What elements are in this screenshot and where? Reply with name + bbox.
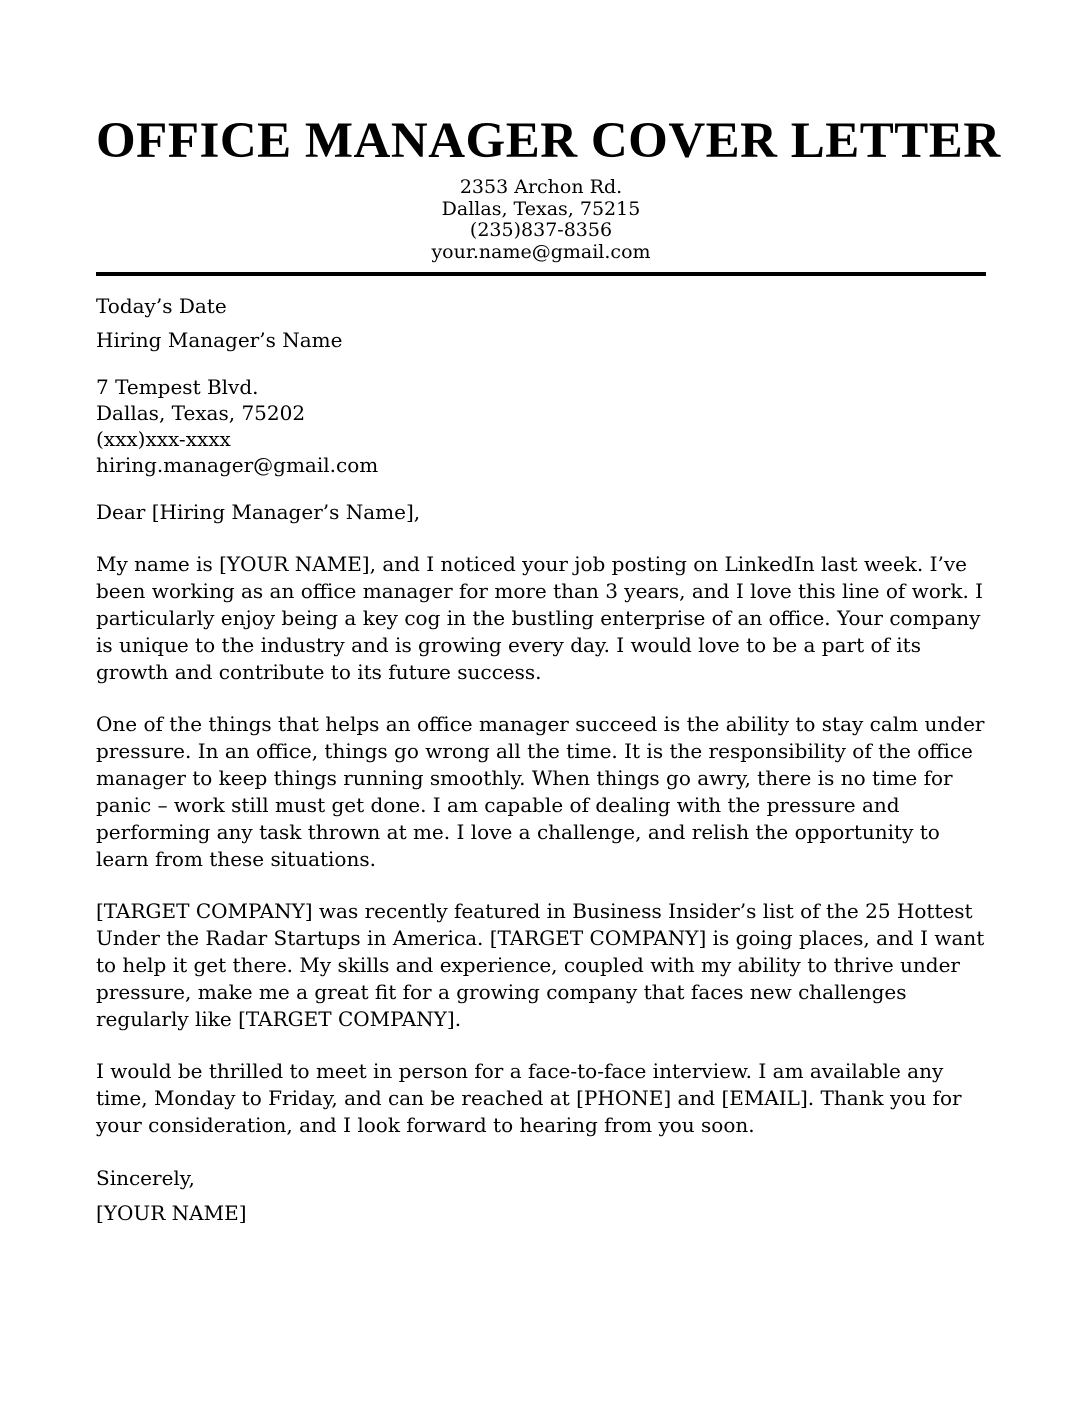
sender-city-state-zip: Dallas, Texas, 75215 [441,197,641,220]
recipient-address-block [96,374,986,478]
body-paragraph-1: My name is [YOUR NAME], and I noticed your job posting on LinkedIn last week. I’ve been working as an office manager for more than 3 years, and I love this line of work. I particularly enjoy being a key cog in the bustling enterprise of an office. Your company is unique to the industry and is growing every day. I would love to be a part of its growth and contribute to its future success. [96,552,984,684]
header-divider [96,272,986,276]
sender-email: your.name@gmail.com [431,240,651,263]
closing: Sincerely, [96,1166,195,1190]
recipient-email: hiring.manager@gmail.com [96,453,379,477]
body-paragraph-4: I would be thrilled to meet in person for a face-to-face interview. I am available any time, Monday to Friday, and can be reached at [PHONE] and [EMAIL]. Thank you for your consideration, and I look forward to hearing from you soon. [96,1059,962,1137]
page-title: OFFICE MANAGER COVER LETTER [96,113,1001,169]
recipient-header [96,293,986,354]
body-paragraph-3: [TARGET COMPANY] was recently featured in Business Insider’s list of the 25 Hottest Under the Radar Startups in America. [TARGET COMPANY] is going places, and I want to help it get there. My skills and experience, coupled with my ability to thrive under pressure, make me a great fit for a growing company that faces new challenges regularly like [TARGET COMPANY]. [96,899,985,1031]
recipient-phone: (xxx)xxx-xxxx [96,427,231,451]
sender-street-address: 2353 Archon Rd. [459,176,623,198]
sender-phone: (235)837-8356 [469,219,613,241]
recipient-name: Hiring Manager’s Name [96,328,343,352]
body-paragraph-2: One of the things that helps an office manager succeed is the ability to stay calm under pressure. In an office, things go wrong all the time. It is the responsibility of the office manager to keep things running smoothly. When things go awry, there is no time for panic – work still must get done. I am capable of dealing with the pressure and performing any task thrown at me. I love a challenge, and relish the opportunity to learn from these situations. [96,712,985,871]
letterhead [96,0,1001,276]
recipient-street-address: 7 Tempest Blvd. [96,375,259,399]
date-line: Today’s Date [96,294,227,318]
recipient-city-state-zip: Dallas, Texas, 75202 [96,401,306,425]
letter-body [96,293,986,1227]
sender-contact-block [96,177,986,263]
signature: [YOUR NAME] [96,1201,247,1225]
salutation: Dear [Hiring Manager’s Name], [96,500,421,524]
